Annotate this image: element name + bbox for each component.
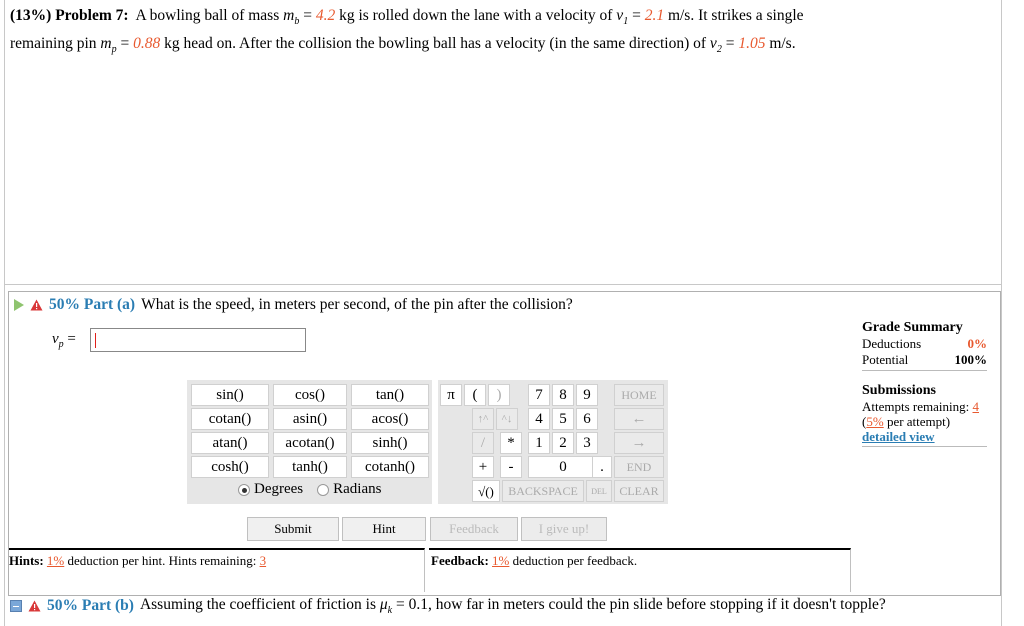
grade-summary-title: Grade Summary <box>862 320 963 335</box>
key-3[interactable]: 3 <box>576 432 598 454</box>
key-pi[interactable]: π <box>440 384 462 406</box>
attempts-remaining-link[interactable]: 4 <box>972 399 979 414</box>
key-multiply[interactable]: * <box>500 432 522 454</box>
part-b-header <box>10 596 886 616</box>
func-cosh-button[interactable]: cosh() <box>191 456 269 478</box>
per-attempt-link[interactable]: 5% <box>866 414 884 429</box>
collapse-icon[interactable] <box>10 600 22 612</box>
mass-pin-value: 0.88 <box>133 35 161 53</box>
section-divider <box>4 284 1002 285</box>
feedback-label: Feedback: <box>431 553 489 568</box>
key-left-arrow[interactable]: ← <box>614 408 664 430</box>
key-2[interactable]: 2 <box>552 432 574 454</box>
key-minus[interactable]: - <box>500 456 522 478</box>
give-up-button[interactable]: I give up! <box>521 517 607 541</box>
key-divide[interactable]: / <box>472 432 494 454</box>
potential-value: 100% <box>954 352 987 367</box>
key-down[interactable]: ^↓ <box>496 408 518 430</box>
part-b-label: 50% Part (b) <box>47 597 134 615</box>
part-a-question: What is the speed, in meters per second, of the pin after the collision? <box>141 296 573 313</box>
problem-text: A bowling ball of mass <box>135 7 280 24</box>
submissions-title: Submissions <box>862 383 936 398</box>
hint-deduction-link[interactable]: 1% <box>46 553 65 568</box>
problem-statement: (13%) Problem 7: A bowling ball of mass $m_b = 4.2$ kg is rolled down the lane with a velocity of $v_1 = 2.1$ m/s. It strikes a single remaining pin $m_p = 0.88$ kg head on. After the collision the bowling ball has a velocity (in the same direction) of $v_2 = 1.05$ m/s. <box>10 7 804 56</box>
part-a-label: 50% Part (a) <box>49 296 136 313</box>
grade-summary: Grade Summary Deductions 0% Potential 100% Submissions Attempts remaining: 4 (5% per attempt) detailed view <box>862 320 987 447</box>
submit-button[interactable]: Submit <box>247 517 339 541</box>
key-del[interactable]: DEL <box>586 480 612 502</box>
velocity-1-value: 2.1 <box>644 7 665 24</box>
func-tan-button[interactable]: tan() <box>351 384 429 406</box>
key-sqrt[interactable]: √() <box>472 480 500 502</box>
problem-header: (13%) Problem 7: <box>10 7 129 24</box>
func-acos-button[interactable]: acos() <box>351 408 429 430</box>
radians-radio[interactable] <box>317 484 329 496</box>
hints-label: Hints: <box>9 553 44 568</box>
warning-icon <box>30 299 43 311</box>
func-asin-button[interactable]: asin() <box>273 408 347 430</box>
part-a-header <box>14 296 573 314</box>
func-cos-button[interactable]: cos() <box>273 384 347 406</box>
key-dot[interactable]: . <box>592 456 612 478</box>
deductions-value: 0% <box>967 336 987 351</box>
feedback-section: Feedback: 1% deduction per feedback. <box>429 548 851 592</box>
expand-arrow-icon[interactable] <box>14 299 24 311</box>
key-up[interactable]: ↑^ <box>472 408 494 430</box>
func-tanh-button[interactable]: tanh() <box>273 456 347 478</box>
hints-remaining-link[interactable]: 3 <box>259 553 267 568</box>
key-7[interactable]: 7 <box>528 384 550 406</box>
key-9[interactable]: 9 <box>576 384 598 406</box>
key-end[interactable]: END <box>614 456 664 478</box>
keypad <box>438 380 668 504</box>
velocity-1-symbol: $v_1$ <box>616 7 629 28</box>
velocity-2-value: 1.05 <box>738 35 766 53</box>
key-8[interactable]: 8 <box>552 384 574 406</box>
key-4[interactable]: 4 <box>528 408 550 430</box>
key-0[interactable]: 0 <box>528 456 598 478</box>
key-home[interactable]: HOME <box>614 384 664 406</box>
func-atan-button[interactable]: atan() <box>191 432 269 454</box>
hint-button[interactable]: Hint <box>342 517 426 541</box>
answer-input[interactable] <box>90 328 306 352</box>
key-rparen[interactable]: ) <box>488 384 510 406</box>
key-right-arrow[interactable]: → <box>614 432 664 454</box>
degrees-radio[interactable] <box>238 484 250 496</box>
part-b-question: Assuming the coefficient of friction is $\mu_k = 0.1$, how far in meters could the pin slide before stopping if it doesn't topple? <box>139 596 886 617</box>
key-5[interactable]: 5 <box>552 408 574 430</box>
key-clear[interactable]: CLEAR <box>614 480 664 502</box>
hints-section: Hints: 1% deduction per hint. Hints remaining: 3 <box>9 548 425 592</box>
text-cursor <box>95 333 96 348</box>
func-cotan-button[interactable]: cotan() <box>191 408 269 430</box>
warning-icon <box>28 600 41 612</box>
answer-variable-label: $v_p$ = <box>52 331 76 350</box>
detailed-view-link[interactable]: detailed view <box>862 429 935 444</box>
mass-ball-value: 4.2 <box>315 7 336 24</box>
key-plus[interactable]: + <box>472 456 494 478</box>
mass-pin-symbol: $m_p$ <box>100 35 117 56</box>
func-sin-button[interactable]: sin() <box>191 384 269 406</box>
key-backspace[interactable]: BACKSPACE <box>502 480 584 502</box>
velocity-2-symbol: $v_2$ <box>709 35 722 56</box>
key-1[interactable]: 1 <box>528 432 550 454</box>
func-acotan-button[interactable]: acotan() <box>273 432 347 454</box>
angle-mode-selector: Degrees Radians <box>238 481 381 498</box>
func-sinh-button[interactable]: sinh() <box>351 432 429 454</box>
func-cotanh-button[interactable]: cotanh() <box>351 456 429 478</box>
feedback-button[interactable]: Feedback <box>430 517 518 541</box>
key-6[interactable]: 6 <box>576 408 598 430</box>
feedback-deduction-link[interactable]: 1% <box>492 553 510 568</box>
mass-ball-symbol: $m_b$ <box>283 7 300 28</box>
key-lparen[interactable]: ( <box>464 384 486 406</box>
